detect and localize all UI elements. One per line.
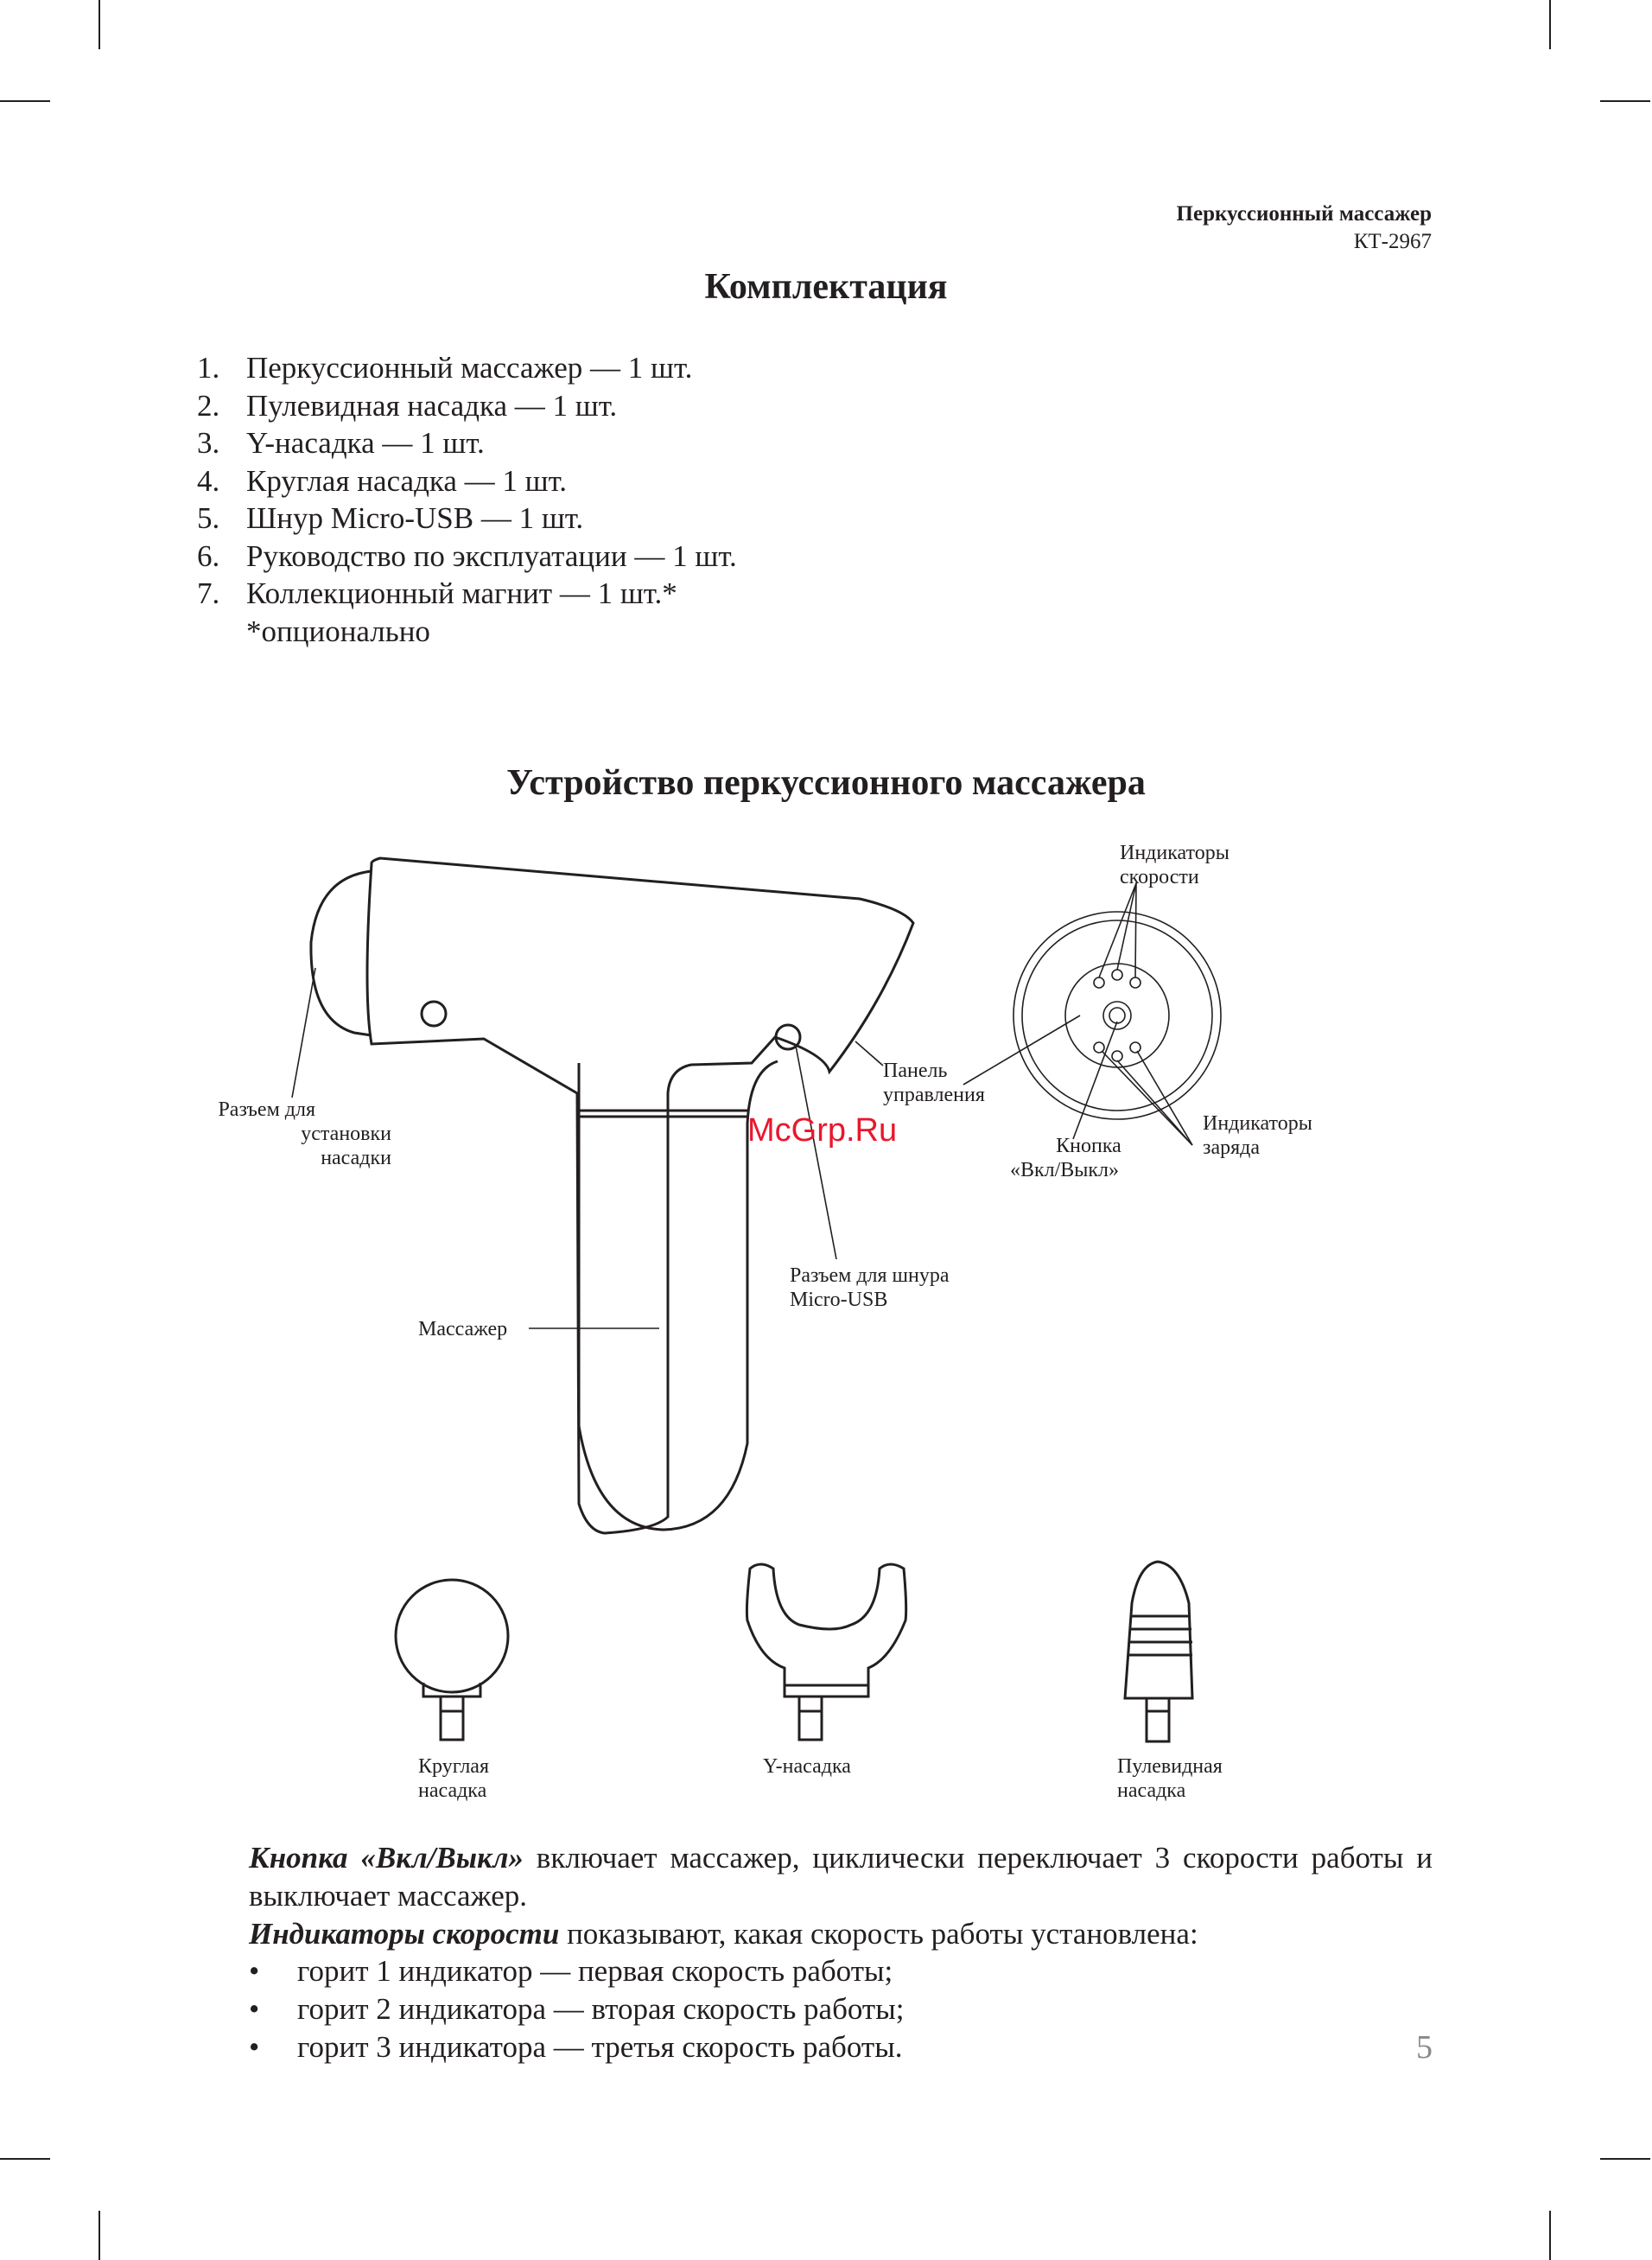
list-text: горит 1 индикатор — первая скорость работы;: [297, 1954, 893, 1988]
speed-indicators-description: [249, 1915, 1433, 1953]
power-button-label-1: Кнопка: [1056, 1135, 1121, 1157]
speed-indicators-term: Индикаторы скорости: [249, 1917, 560, 1951]
crop-mark: [98, 2211, 100, 2260]
list-number: 5.: [197, 501, 220, 535]
list-item: [249, 2028, 904, 2066]
running-head: [1177, 201, 1432, 256]
list-item: [197, 349, 737, 387]
charge-indicators-label-2: заряда: [1203, 1136, 1261, 1159]
massager-button: [422, 1002, 446, 1026]
bullet-attachment-label-1: Пулевидная: [1117, 1755, 1223, 1778]
round-attachment: [396, 1580, 508, 1740]
nozzle-socket: [311, 871, 372, 1035]
kit-heading: Комплектация: [704, 267, 948, 307]
control-panel-label-2: управления: [883, 1084, 985, 1106]
list-number: 4.: [197, 463, 220, 498]
crop-mark: [98, 0, 100, 49]
speed-indicators-label-1: Индикаторы: [1120, 842, 1229, 864]
list-item: [197, 500, 737, 538]
device-heading: Устройство перкуссионного массажера: [506, 763, 1146, 803]
bullet-icon: •: [249, 1954, 260, 1988]
list-item: [249, 1990, 904, 2028]
speed-indicators-label-2: скорости: [1120, 866, 1199, 888]
massager-handle: [579, 1061, 778, 1530]
power-button-term: Кнопка «Вкл/Выкл»: [249, 1841, 524, 1875]
list-number: 2.: [197, 388, 220, 423]
usb-socket-label-1: Разъем для шнура: [790, 1264, 950, 1287]
list-number: 1.: [197, 351, 220, 385]
usb-port: [776, 1025, 800, 1049]
bullet-icon: •: [249, 1992, 260, 2026]
list-text: Шнур Micro-USB — 1 шт.: [246, 501, 584, 535]
list-text: горит 3 индикатора — третья скорость работы.: [297, 2030, 903, 2064]
massager-label: Массажер: [418, 1318, 508, 1340]
crop-mark: [1549, 2211, 1551, 2260]
bullet-attachment-label-2: насадка: [1117, 1779, 1186, 1802]
massager-illustration: [311, 858, 913, 1533]
list-text: Круглая насадка — 1 шт.: [246, 463, 568, 498]
power-button-description: [249, 1839, 1433, 1915]
list-item: [249, 1952, 904, 1990]
control-panel-label-1: Панель: [883, 1060, 948, 1082]
crop-mark: [1600, 100, 1650, 102]
control-panel-illustration: [1013, 912, 1221, 1119]
kit-footnote: *опционально: [246, 614, 430, 648]
watermark: McGrp.Ru: [747, 1112, 898, 1149]
crop-mark: [0, 100, 50, 102]
list-item: [197, 575, 737, 613]
list-text: Пулевидная насадка — 1 шт.: [246, 388, 618, 423]
running-head-product: Перкуссионный массажер: [1176, 202, 1432, 226]
crop-mark: [1600, 2158, 1650, 2160]
crop-mark: [1549, 0, 1551, 49]
power-button-label-2: «Вкл/Выкл»: [1009, 1159, 1120, 1181]
list-text: горит 2 индикатора — вторая скорость работы;: [297, 1992, 905, 2026]
list-text: Перкуссионный массажер — 1 шт.: [246, 351, 693, 385]
list-number: 6.: [197, 538, 220, 573]
y-attachment: [747, 1564, 905, 1740]
list-item: [197, 387, 737, 425]
round-attachment-label-2: насадка: [418, 1779, 487, 1802]
list-item: [197, 462, 737, 500]
list-text: Руководство по эксплуатации — 1 шт.: [246, 538, 737, 573]
y-attachment-label: Y-насадка: [763, 1755, 851, 1778]
round-attachment-label-1: Круглая: [418, 1755, 489, 1778]
list-text: Коллекционный магнит — 1 шт.*: [246, 576, 677, 610]
page-number: 5: [1416, 2029, 1433, 2066]
list-item: [197, 424, 737, 462]
attachment-socket-label-1: Разъем для: [218, 1098, 315, 1121]
list-item: [197, 538, 737, 576]
kit-list: [197, 349, 737, 650]
power-button-text: включает массажер, циклически переключает 3 скорости работы и выключает массажер.: [249, 1841, 1433, 1913]
speed-indicators-text: показывают, какая скорость работы установлена:: [559, 1917, 1198, 1951]
list-text: Y-насадка — 1 шт.: [246, 426, 485, 460]
crop-mark: [0, 2158, 50, 2160]
running-head-model: КТ-2967: [1353, 230, 1432, 253]
list-number: 7.: [197, 576, 220, 610]
speed-bullet-list: [249, 1952, 904, 2066]
massager-head: [367, 858, 913, 1533]
charge-indicators-label-1: Индикаторы: [1203, 1112, 1312, 1135]
attachment-socket-label-3: насадки: [321, 1147, 391, 1169]
bullet-attachment: [1125, 1562, 1192, 1741]
attachment-socket-label-2: установки: [301, 1123, 391, 1145]
callout-lines: [292, 883, 1192, 1328]
usb-socket-label-2: Micro-USB: [790, 1289, 888, 1311]
list-number: 3.: [197, 426, 220, 460]
bullet-icon: •: [249, 2030, 260, 2064]
